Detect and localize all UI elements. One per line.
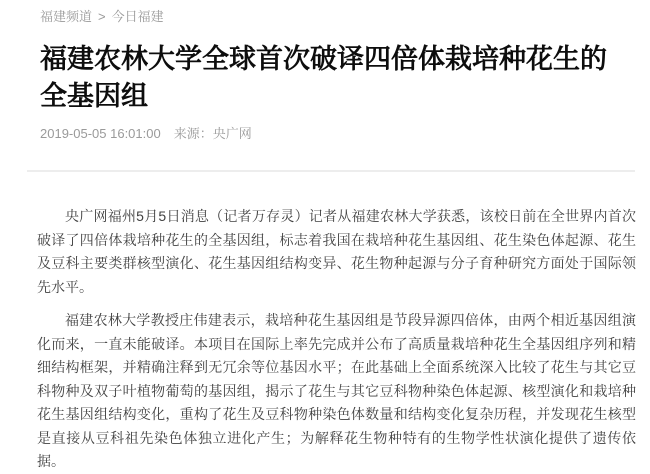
article-source: 来源：央广网 xyxy=(173,126,252,141)
breadcrumb-separator: > xyxy=(98,9,106,24)
article-body xyxy=(37,205,636,474)
breadcrumb xyxy=(0,0,650,25)
breadcrumb-channel-link[interactable]: 福建频道 xyxy=(40,9,93,24)
article-meta xyxy=(40,126,636,142)
article-title: 福建农林大学全球首次破译四倍体栽培种花生的全基因组 xyxy=(40,44,607,111)
article-paragraph: 福建农林大学教授庄伟建表示，栽培种花生基因组是节段异源四倍体，由两个相近基因组演化而来，一直未能破译。本项目在国际上率先完成并公布了高质量栽培种花生全基因组序列和精细结构框架，并精确注释到无冗余等位基因水平；在此基础上全面系统深入比较了花生与其它豆科物种及双子叶植物葡萄的基因组，揭示了花生与其它豆科物种染色体起源、核型演化和栽培种花生基因组结构变化，重构了花生及豆科物种染色体数量和结构变化复杂历程，并发现花生核型是直接从豆科祖先染色体独立进化产生；为解释花生物种特有的生物学性状演化提供了遗传依据。 xyxy=(37,312,636,469)
article-paragraph: 央广网福州5月5日消息（记者万存灵）记者从福建农林大学获悉，该校日前在全世界内首次破译了四倍体栽培种花生的全基因组，标志着我国在栽培种花生基因组、花生染色体起源、花生及豆科主要类群核型演化、花生基因组结构变异、花生物种起源与分子育种研究方面处于国际领先水平。 xyxy=(37,208,636,295)
publish-time: 2019-05-05 16:01:00 xyxy=(40,126,161,141)
header-divider xyxy=(27,170,635,172)
breadcrumb-section-link[interactable]: 今日福建 xyxy=(111,9,164,24)
